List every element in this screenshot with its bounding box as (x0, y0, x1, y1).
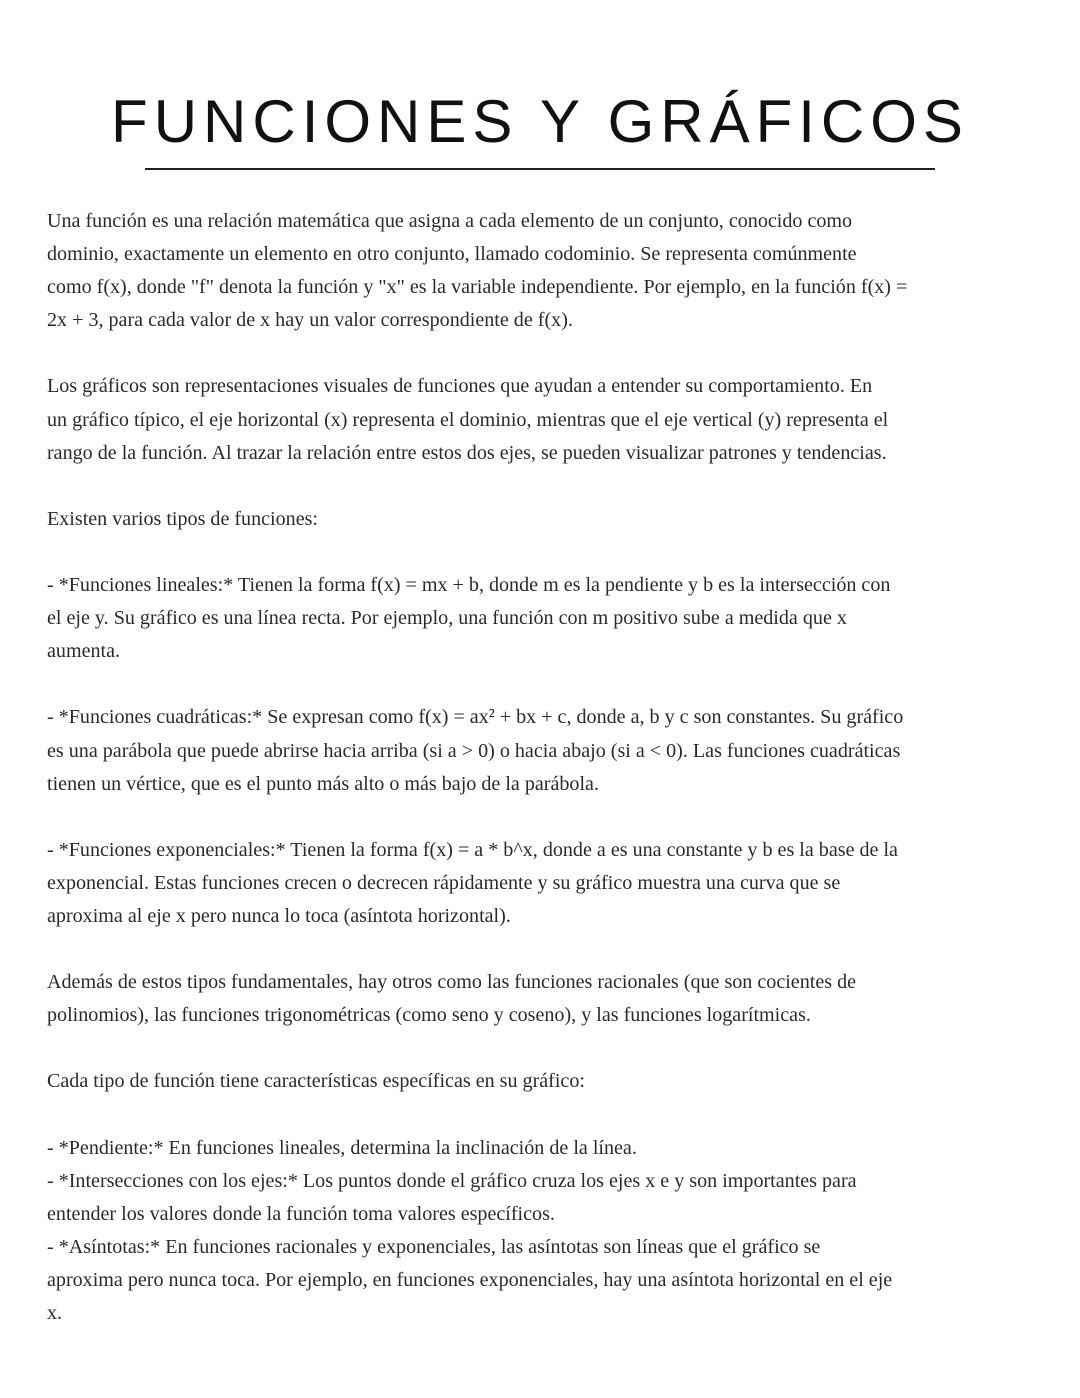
paragraph (47, 701, 1057, 800)
text-line: dominio, exactamente un elemento en otro conjunto, llamado codominio. Se representa comúnmente (47, 243, 857, 266)
paragraph (47, 1132, 1057, 1331)
text-line: - *Pendiente:* En funciones lineales, determina la inclinación de la línea. (47, 1136, 637, 1159)
text-line: es una parábola que puede abrirse hacia arriba (si a > 0) o hacia abajo (si a < 0). Las funciones cuadráticas (47, 739, 901, 762)
text-line: - *Funciones lineales:* Tienen la forma f(x) = mx + b, donde m es la pendiente y b es la intersección con (47, 574, 891, 597)
text-line: - *Funciones cuadráticas:* Se expresan como f(x) = ax² + bx + c, donde a, b y c son constantes. Su gráfico (47, 706, 904, 729)
paragraph (47, 834, 1057, 933)
text-line: tienen un vértice, que es el punto más alto o más bajo de la parábola. (47, 772, 599, 795)
text-line: - *Funciones exponenciales:* Tienen la forma f(x) = a * b^x, donde a es una constante y b es la base de la (47, 838, 898, 861)
paragraph (47, 966, 1057, 1032)
text-line: polinomios), las funciones trigonométricas (como seno y coseno), y las funciones logarítmicas. (47, 1004, 811, 1027)
paragraph (47, 370, 1057, 469)
paragraph (47, 1065, 1057, 1098)
text-line: Una función es una relación matemática que asigna a cada elemento de un conjunto, conocido como (47, 210, 853, 232)
text-line: Además de estos tipos fundamentales, hay otros como las funciones racionales (que son cocientes de (47, 971, 857, 994)
text-line: - *Intersecciones con los ejes:* Los puntos donde el gráfico cruza los ejes x e y son importantes para (47, 1169, 857, 1192)
paragraph (47, 569, 1057, 668)
text-line: como f(x), donde "f" denota la función y "x" es la variable independiente. Por ejemplo, en la función f(x) = (47, 276, 908, 299)
text-line: 2x + 3, para cada valor de x hay un valor correspondiente de f(x). (47, 309, 573, 332)
text-line: un gráfico típico, el eje horizontal (x) representa el dominio, mientras que el eje vertical (y) representa el (47, 408, 889, 431)
paragraph (47, 503, 1057, 536)
text-line: exponencial. Estas funciones crecen o decrecen rápidamente y su gráfico muestra una curva que se (47, 871, 841, 894)
title-underline (145, 168, 935, 170)
text-line: el eje y. Su gráfico es una línea recta. Por ejemplo, una función con m positivo sube a medida que x (47, 607, 847, 630)
paragraph (47, 205, 1057, 337)
page-title: FUNCIONES Y GRÁFICOS (111, 88, 969, 155)
text-line: aproxima al eje x pero nunca lo toca (asíntota horizontal). (47, 904, 511, 927)
text-line: - *Asíntotas:* En funciones racionales y exponenciales, las asíntotas son líneas que el gráfico se (47, 1235, 821, 1258)
text-line: Existen varios tipos de funciones: (47, 507, 319, 530)
text-line: aproxima pero nunca toca. Por ejemplo, en funciones exponenciales, hay una asíntota horizontal en el eje (47, 1269, 893, 1291)
text-line: rango de la función. Al trazar la relación entre estos dos ejes, se pueden visualizar patrones y tendencias. (47, 441, 887, 464)
document-body (47, 205, 1057, 1330)
text-line: Los gráficos son representaciones visuales de funciones que ayudan a entender su comportamiento. En (47, 375, 873, 398)
text-line: Cada tipo de función tiene características específicas en su gráfico: (47, 1070, 585, 1093)
text-line: x. (47, 1302, 63, 1325)
text-line: aumenta. (47, 640, 121, 663)
text-line: entender los valores donde la función toma valores específicos. (47, 1202, 555, 1225)
